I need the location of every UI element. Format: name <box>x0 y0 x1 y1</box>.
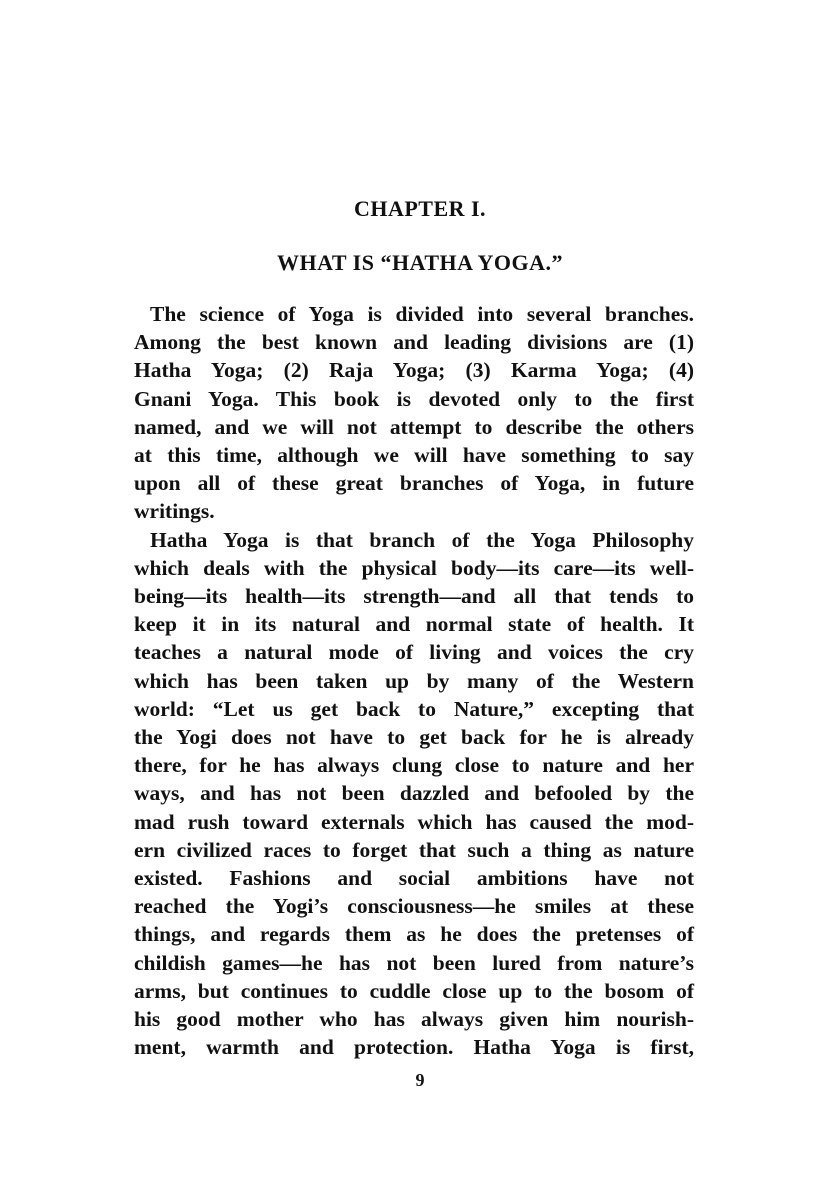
chapter-number: CHAPTER I. <box>353 196 487 221</box>
text-line: The science of Yoga is divided into several branches. <box>150 302 694 326</box>
text-line: upon all of these great branches of Yoga, in future <box>134 471 694 496</box>
body-text <box>134 300 694 1061</box>
text-line: ern civilized races to forget that such a thing as nature <box>134 837 694 862</box>
chapter-title: WHAT IS “HATHA YOGA.” <box>277 250 563 275</box>
text-line: ment, warmth and protection. Hatha Yoga is first, <box>134 1035 694 1060</box>
text-line: childish games—he has not been lured from nature’s <box>134 950 694 975</box>
text-line: writings. <box>134 499 215 524</box>
text-line: reached the Yogi’s consciousness—he smiles at these <box>134 894 694 919</box>
text-line: named, and we will not attempt to describe the others <box>134 414 694 439</box>
page-number: 9 <box>415 1070 425 1090</box>
text-line: the Yogi does not have to get back for he is already <box>134 725 694 750</box>
paragraph-2 <box>134 526 694 1062</box>
text-line: teaches a natural mode of living and voices the cry <box>134 640 694 665</box>
paragraph-1 <box>134 300 694 526</box>
text-line: Hatha Yoga; (2) Raja Yoga; (3) Karma Yoga; (4) <box>134 358 694 383</box>
text-line: which has been taken up by many of the Western <box>134 668 694 693</box>
text-line: his good mother who has always given him nourish- <box>134 1007 694 1032</box>
text-line: there, for he has always clung close to nature and her <box>134 753 694 778</box>
text-line: which deals with the physical body—its care—its well- <box>134 555 694 580</box>
text-line: mad rush toward externals which has caused the mod- <box>134 809 694 834</box>
text-line: arms, but continues to cuddle close up to the bosom of <box>134 978 694 1003</box>
text-line: Among the best known and leading divisions are (1) <box>134 330 694 355</box>
text-line: at this time, although we will have something to say <box>134 443 694 468</box>
text-line: Gnani Yoga. This book is devoted only to the first <box>134 386 694 411</box>
text-line: ways, and has not been dazzled and befooled by the <box>134 781 694 806</box>
text-line: things, and regards them as he does the pretenses of <box>134 922 694 947</box>
text-line: world: “Let us get back to Nature,” excepting that <box>134 696 694 721</box>
text-line: Hatha Yoga is that branch of the Yoga Philosophy <box>150 527 694 552</box>
text-line: keep it in its natural and normal state of health. It <box>134 612 694 637</box>
text-line: existed. Fashions and social ambitions have not <box>134 866 694 891</box>
text-line: being—its health—its strength—and all that tends to <box>134 584 694 609</box>
